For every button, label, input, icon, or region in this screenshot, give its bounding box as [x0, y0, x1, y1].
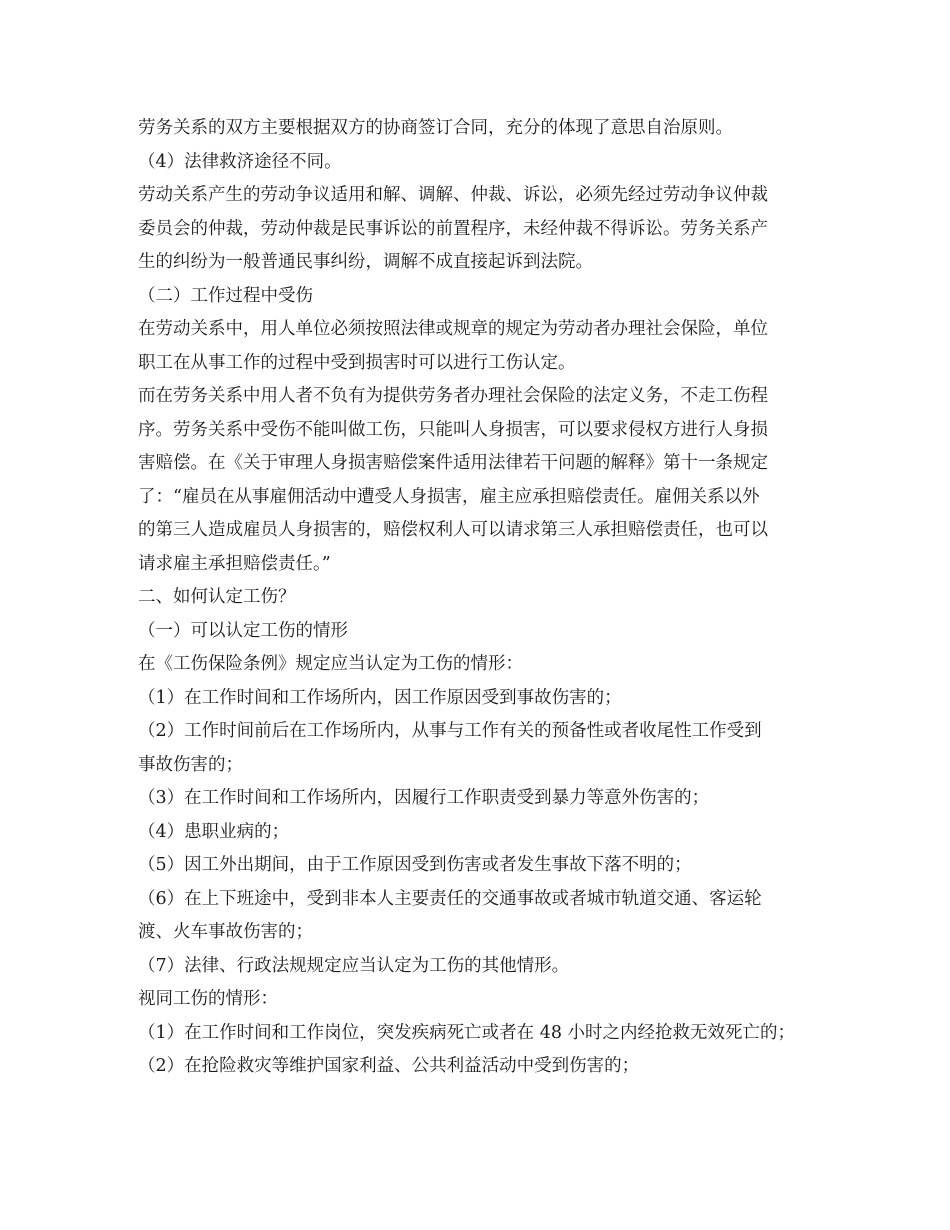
paragraph-line: 劳务关系的双方主要根据双方的协商签订合同，充分的体现了意思自治原则。 — [138, 118, 733, 138]
paragraph-line: 的第三人造成雇员人身损害的，赔偿权利人可以请求第三人承担赔偿责任，也可以 — [138, 520, 768, 540]
section-heading: 二、如何认定工伤？ — [138, 587, 296, 607]
list-item-continuation: 事故伤害的； — [138, 754, 243, 775]
list-item: （7）法律、行政法规规定应当认定为工伤的其他情形。 — [138, 955, 570, 976]
list-item: （5）因工外出期间，由于工作原因受到伤害或者发生事故下落不明的； — [138, 855, 692, 875]
list-item: （2）工作时间前后在工作场所内，从事与工作有关的预备性或者收尾性工作受到 — [138, 721, 762, 741]
paragraph-line: 害赔偿。在《关于审理人身损害赔偿案件适用法律若干问题的解释》第十一条规定 — [138, 453, 768, 473]
section-heading: （一）可以认定工伤的情形 — [138, 620, 348, 641]
paragraph-line: 在《工伤保险条例》规定应当认定为工伤的情形： — [138, 654, 523, 674]
list-item: （1）在工作时间和工作场所内，因工作原因受到事故伤害的； — [138, 687, 622, 708]
list-item: （2）在抢险救灾等维护国家利益、公共利益活动中受到伤害的； — [138, 1056, 640, 1076]
list-item: （6）在上下班途中，受到非本人主要责任的交通事故或者城市轨道交通、客运轮 — [138, 888, 762, 909]
list-item: （1）在工作时间和工作岗位，突发疾病死亡或者在 48 小时之内经抢救无效死亡的； — [138, 1022, 796, 1043]
section-heading: （二）工作过程中受伤 — [138, 285, 313, 306]
list-item-continuation: 渡、火车事故伤害的； — [138, 922, 313, 942]
paragraph-line: 在劳动关系中，用人单位必须按照法律或规章的规定为劳动者办理社会保险，单位 — [138, 319, 768, 339]
paragraph-line: 了：“雇员在从事雇佣活动中遭受人身损害，雇主应承担赔偿责任。雇佣关系以外 — [138, 486, 760, 507]
paragraph-line: 生的纠纷为一般普通民事纠纷，调解不成直接起诉到法院。 — [138, 252, 593, 272]
paragraph-line: 职工在从事工作的过程中受到损害时可以进行工伤认定。 — [138, 352, 576, 373]
list-item: （3）在工作时间和工作场所内，因履行工作职责受到暴力等意外伤害的； — [138, 788, 710, 808]
section-heading: （4）法律救济途径不同。 — [138, 151, 342, 172]
paragraph-line: 劳动关系产生的劳动争议适用和解、调解、仲裁、诉讼，必须先经过劳动争议仲裁 — [138, 185, 768, 205]
paragraph-line: 序。劳务关系中受伤不能叫做工伤，只能叫人身损害，可以要求侵权方进行人身损 — [138, 419, 768, 440]
paragraph-line: 请求雇主承担赔偿责任。” — [138, 553, 331, 574]
paragraph-line: 而在劳务关系中用人者不负有为提供劳务者办理社会保险的法定义务，不走工伤程 — [138, 386, 768, 406]
paragraph-line: 视同工伤的情形： — [138, 989, 278, 1009]
paragraph-line: 委员会的仲裁，劳动仲裁是民事诉讼的前置程序，未经仲裁不得诉讼。劳务关系产 — [138, 218, 768, 239]
list-item: （4）患职业病的； — [138, 821, 290, 842]
document-body — [138, 112, 828, 1084]
